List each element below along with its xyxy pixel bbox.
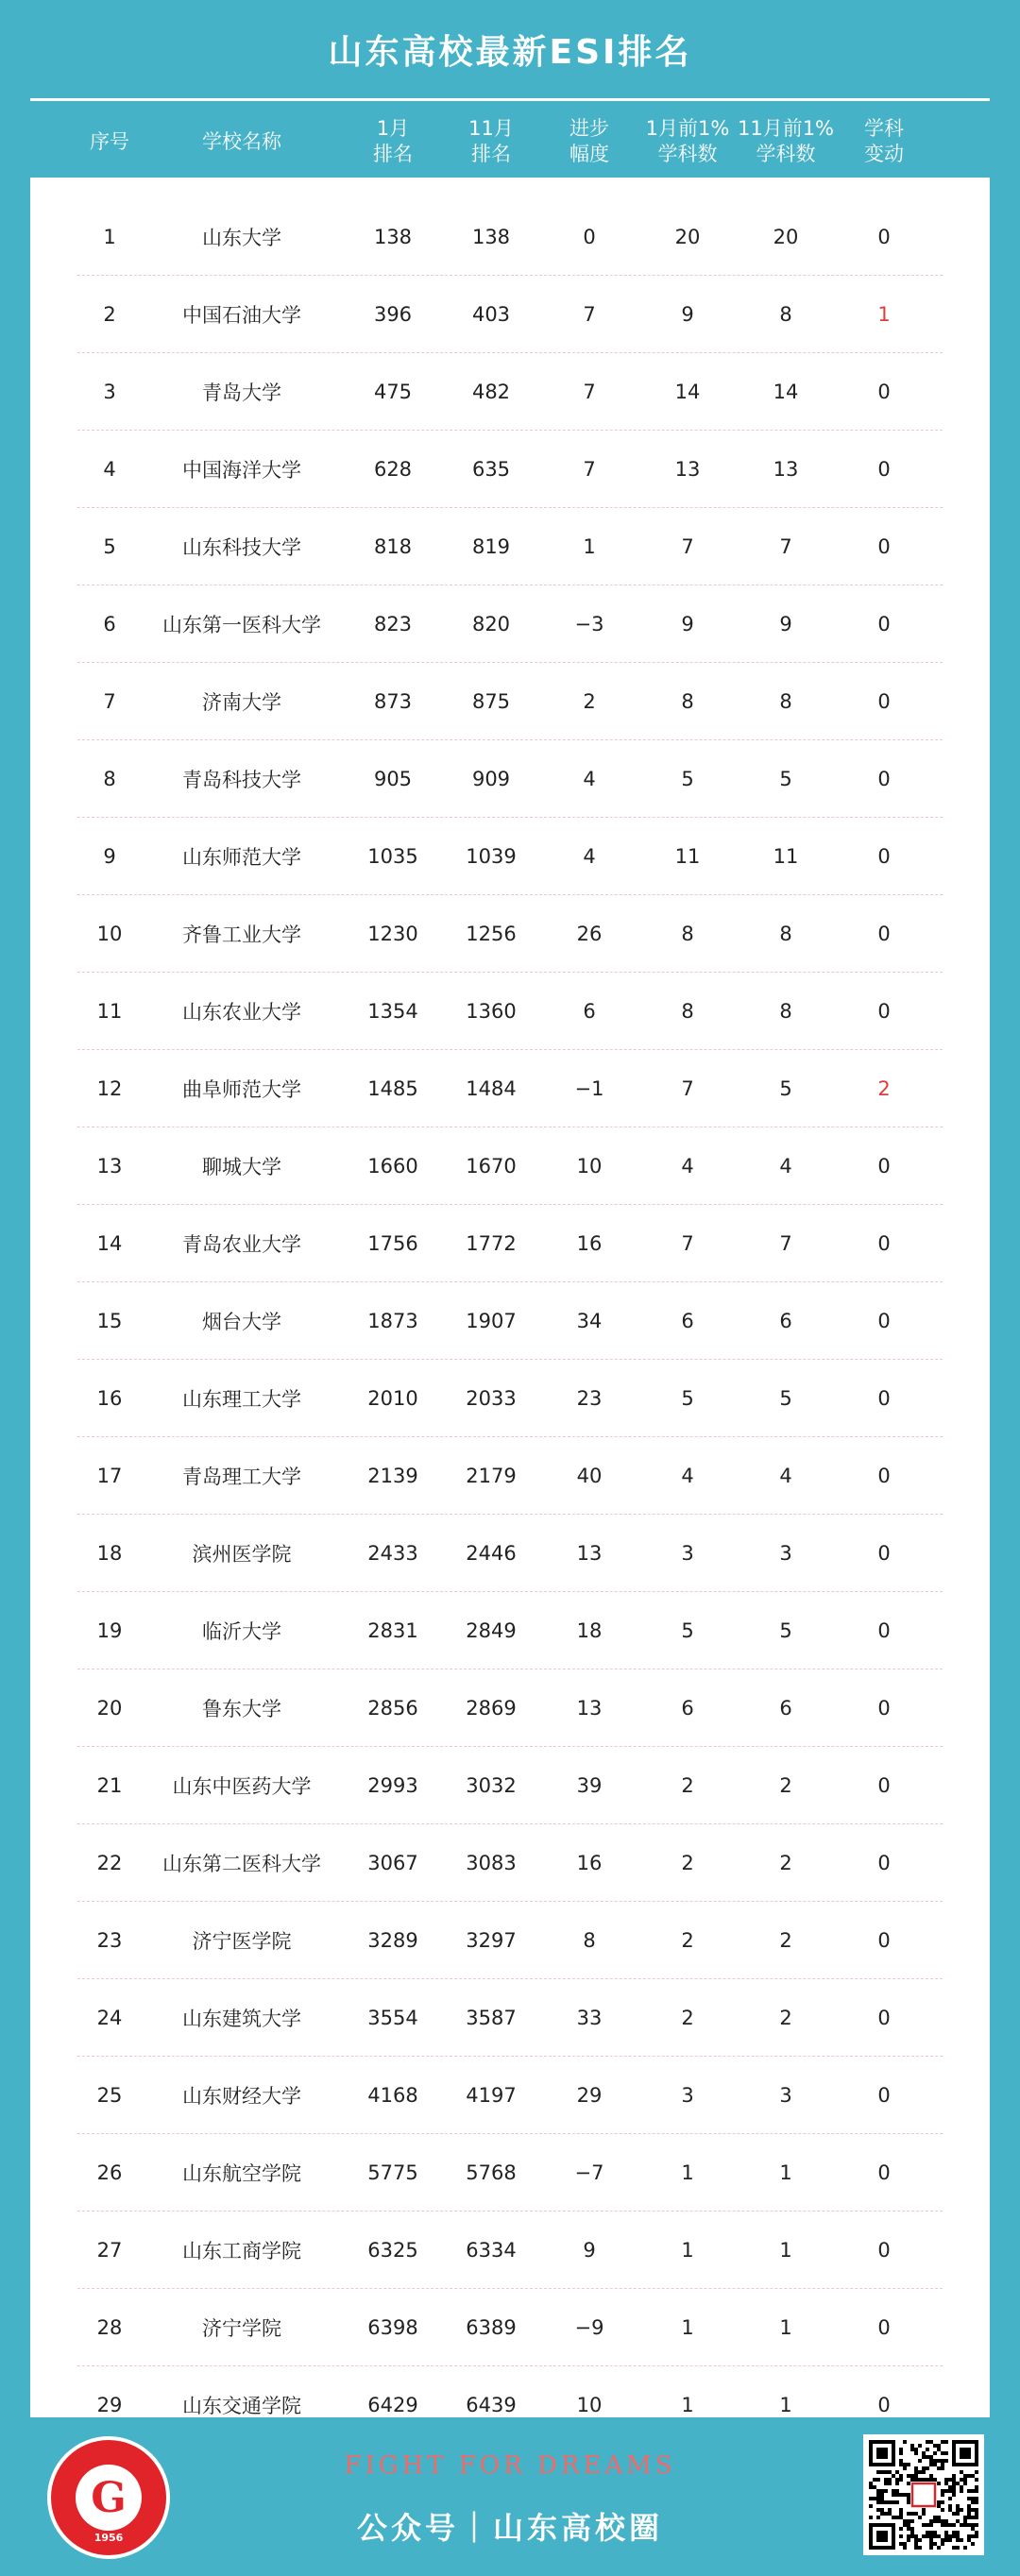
col-school-cell: 青岛科技大学 [182, 769, 301, 791]
col-nov-subjects-cell: 8 [779, 1000, 792, 1023]
col-jan-rank-cell: 3067 [367, 1852, 418, 1874]
col-nov-subjects-cell: 1 [779, 2394, 792, 2416]
col-index-cell: 16 [96, 1387, 123, 1410]
col-jan-subjects-cell: 1 [681, 2161, 694, 2184]
col-progress-cell: 4 [583, 845, 596, 868]
col-index-cell: 13 [96, 1155, 123, 1178]
table-row [30, 2134, 990, 2212]
col-subject-change-cell: 0 [877, 381, 891, 403]
col-jan-subjects-cell: 2 [681, 2007, 694, 2029]
ranking-table [30, 178, 990, 2417]
col-school-cell: 山东第一医科大学 [162, 614, 321, 636]
col-progress-cell: 8 [583, 1929, 596, 1952]
col-school-cell: 滨州医学院 [192, 1543, 292, 1566]
col-index-cell: 1 [103, 226, 116, 248]
col-index-cell: 21 [96, 1774, 123, 1797]
table-row [30, 1437, 990, 1515]
col-subject-change-cell: 0 [877, 1465, 891, 1487]
col-nov-rank-cell: 3032 [466, 1774, 517, 1797]
logo-letter: G [76, 2465, 142, 2531]
col-school-cell: 烟台大学 [202, 1311, 281, 1333]
col-progress-cell: 16 [576, 1852, 603, 1874]
col-jan-subjects-cell: 9 [681, 303, 694, 326]
table-row [30, 1127, 990, 1205]
col-index-cell: 12 [96, 1077, 123, 1100]
col-progress-cell: 4 [583, 768, 596, 790]
col-nov-rank-cell: 1772 [466, 1232, 517, 1255]
col-jan-subjects-cell: 5 [681, 768, 694, 790]
col-nov-subjects-cell: 3 [779, 1542, 792, 1565]
table-row [30, 1824, 990, 1902]
col-nov-subjects-cell: 1 [779, 2161, 792, 2184]
col-school-cell: 山东科技大学 [182, 536, 301, 559]
col-school-cell: 聊城大学 [202, 1156, 281, 1178]
col-index-cell: 26 [96, 2161, 123, 2184]
col-nov-subjects-cell: 13 [773, 458, 799, 481]
col-jan-rank-cell: 1230 [367, 923, 418, 945]
col-jan-rank-cell: 6325 [367, 2239, 418, 2262]
col-index-cell: 17 [96, 1465, 123, 1487]
col-nov-rank-cell: 3297 [466, 1929, 517, 1952]
col-nov-subjects-cell: 5 [779, 1077, 792, 1100]
table-row [30, 276, 990, 353]
col-jan-rank-cell: 4168 [367, 2084, 418, 2107]
col-progress-cell: −9 [574, 2316, 604, 2339]
col-index-cell: 5 [103, 535, 116, 558]
col-progress-cell: 2 [583, 690, 596, 713]
col-school-cell: 济宁医学院 [192, 1930, 292, 1953]
col-progress-cell: 1 [583, 535, 596, 558]
col-nov-subjects-cell: 1 [779, 2239, 792, 2262]
table-row [30, 1205, 990, 1282]
col-nov-subjects-cell: 6 [779, 1310, 792, 1332]
col-jan-rank-cell: 1354 [367, 1000, 418, 1023]
col-progress-cell: 34 [576, 1310, 603, 1332]
col-progress-cell: −7 [574, 2161, 604, 2184]
col-jan-rank-cell: 2993 [367, 1774, 418, 1797]
col-jan-rank-cell: 823 [373, 613, 413, 636]
col-nov-subjects-cell: 2 [779, 1774, 792, 1797]
col-school-cell: 山东第二医科大学 [162, 1853, 321, 1875]
header-col-nov-rank: 11月 排名 [468, 117, 514, 165]
col-progress-cell: 10 [576, 2394, 603, 2416]
col-index-cell: 3 [103, 381, 116, 403]
col-nov-rank-cell: 909 [471, 768, 511, 790]
col-school-cell: 济南大学 [202, 691, 281, 714]
col-progress-cell: 33 [576, 2007, 603, 2029]
col-nov-subjects-cell: 5 [779, 1619, 792, 1642]
table-row [30, 2057, 990, 2134]
col-nov-rank-cell: 482 [471, 381, 511, 403]
col-jan-subjects-cell: 8 [681, 923, 694, 945]
col-subject-change-cell: 0 [877, 1387, 891, 1410]
col-jan-subjects-cell: 5 [681, 1387, 694, 1410]
col-nov-rank-cell: 2869 [466, 1697, 517, 1720]
col-subject-change-cell: 0 [877, 690, 891, 713]
col-jan-rank-cell: 396 [373, 303, 413, 326]
col-nov-rank-cell: 2446 [466, 1542, 517, 1565]
col-jan-rank-cell: 1485 [367, 1077, 418, 1100]
col-nov-subjects-cell: 7 [779, 535, 792, 558]
col-jan-subjects-cell: 13 [674, 458, 701, 481]
col-jan-subjects-cell: 9 [681, 613, 694, 636]
col-nov-rank-cell: 138 [471, 226, 511, 248]
col-progress-cell: 39 [576, 1774, 603, 1797]
col-school-cell: 济宁学院 [202, 2317, 281, 2340]
col-jan-rank-cell: 628 [373, 458, 413, 481]
col-jan-subjects-cell: 11 [674, 845, 701, 868]
col-progress-cell: 29 [576, 2084, 603, 2107]
header-col-progress: 进步 幅度 [570, 117, 609, 165]
col-school-cell: 山东理工大学 [182, 1388, 301, 1411]
col-subject-change-cell: 0 [877, 535, 891, 558]
col-subject-change-cell: 0 [877, 923, 891, 945]
table-row [30, 585, 990, 663]
col-index-cell: 4 [103, 458, 116, 481]
table-row [30, 1360, 990, 1437]
col-jan-rank-cell: 138 [373, 226, 413, 248]
col-progress-cell: 7 [583, 458, 596, 481]
col-index-cell: 20 [96, 1697, 123, 1720]
col-subject-change-cell: 0 [877, 1852, 891, 1874]
table-row [30, 1902, 990, 1979]
col-subject-change-cell: 0 [877, 226, 891, 248]
table-row [30, 2289, 990, 2366]
col-subject-change-cell: 0 [877, 1929, 891, 1952]
table-row [30, 1669, 990, 1747]
col-progress-cell: 9 [583, 2239, 596, 2262]
col-subject-change-cell: 0 [877, 1155, 891, 1178]
col-nov-rank-cell: 1256 [466, 923, 517, 945]
header-col-nov-subjects: 11月前1% 学科数 [737, 117, 835, 165]
col-jan-rank-cell: 5775 [367, 2161, 418, 2184]
col-nov-rank-cell: 819 [471, 535, 511, 558]
col-progress-cell: 13 [576, 1542, 603, 1565]
table-row [30, 508, 990, 585]
page-title: 山东高校最新ESI排名 [328, 32, 692, 72]
header-col-school: 学校名称 [202, 129, 281, 153]
col-subject-change-cell: 0 [877, 1542, 891, 1565]
col-index-cell: 6 [103, 613, 116, 636]
col-index-cell: 8 [103, 768, 116, 790]
table-row [30, 895, 990, 973]
table-row [30, 1592, 990, 1669]
col-nov-rank-cell: 3083 [466, 1852, 517, 1874]
col-jan-subjects-cell: 7 [681, 1232, 694, 1255]
col-nov-rank-cell: 403 [471, 303, 511, 326]
logo-year: 1956 [94, 2532, 124, 2544]
col-subject-change-cell: 0 [877, 1697, 891, 1720]
col-nov-rank-cell: 875 [471, 690, 511, 713]
col-subject-change-cell: 1 [877, 303, 891, 326]
col-nov-rank-cell: 6439 [466, 2394, 517, 2416]
col-nov-rank-cell: 635 [471, 458, 511, 481]
col-school-cell: 山东农业大学 [182, 1001, 301, 1024]
col-progress-cell: 23 [576, 1387, 603, 1410]
col-jan-rank-cell: 818 [373, 535, 413, 558]
col-index-cell: 25 [96, 2084, 123, 2107]
col-jan-rank-cell: 1756 [367, 1232, 418, 1255]
col-school-cell: 山东师范大学 [182, 846, 301, 869]
col-school-cell: 山东交通学院 [182, 2395, 301, 2417]
col-jan-rank-cell: 1035 [367, 845, 418, 868]
col-nov-rank-cell: 1670 [466, 1155, 517, 1178]
table-row [30, 1747, 990, 1824]
col-progress-cell: 26 [576, 923, 603, 945]
col-school-cell: 青岛大学 [202, 381, 281, 404]
col-nov-subjects-cell: 4 [779, 1465, 792, 1487]
col-progress-cell: 7 [583, 303, 596, 326]
col-nov-rank-cell: 5768 [466, 2161, 517, 2184]
col-progress-cell: 10 [576, 1155, 603, 1178]
col-subject-change-cell: 0 [877, 2084, 891, 2107]
col-nov-rank-cell: 1484 [466, 1077, 517, 1100]
col-index-cell: 15 [96, 1310, 123, 1332]
col-progress-cell: 7 [583, 381, 596, 403]
col-school-cell: 山东建筑大学 [182, 2008, 301, 2030]
col-nov-rank-cell: 2179 [466, 1465, 517, 1487]
col-index-cell: 10 [96, 923, 123, 945]
table-row [30, 1979, 990, 2057]
col-jan-rank-cell: 6398 [367, 2316, 418, 2339]
col-jan-subjects-cell: 3 [681, 1542, 694, 1565]
col-jan-rank-cell: 2856 [367, 1697, 418, 1720]
col-school-cell: 临沂大学 [202, 1620, 281, 1643]
col-subject-change-cell: 0 [877, 2007, 891, 2029]
col-subject-change-cell: 0 [877, 2161, 891, 2184]
col-jan-rank-cell: 2831 [367, 1619, 418, 1642]
col-jan-rank-cell: 3289 [367, 1929, 418, 1952]
col-progress-cell: −3 [574, 613, 604, 636]
col-jan-subjects-cell: 3 [681, 2084, 694, 2107]
col-jan-rank-cell: 1873 [367, 1310, 418, 1332]
official-account-label: 公众号｜山东高校圈 [356, 2510, 663, 2546]
col-progress-cell: 0 [583, 226, 596, 248]
table-row [30, 973, 990, 1050]
col-school-cell: 中国海洋大学 [182, 459, 301, 482]
col-progress-cell: 6 [583, 1000, 596, 1023]
col-subject-change-cell: 0 [877, 1774, 891, 1797]
col-nov-subjects-cell: 20 [773, 226, 799, 248]
col-subject-change-cell: 0 [877, 1000, 891, 1023]
col-jan-rank-cell: 3554 [367, 2007, 418, 2029]
col-index-cell: 27 [96, 2239, 123, 2262]
table-row [30, 1515, 990, 1592]
col-jan-subjects-cell: 2 [681, 1852, 694, 1874]
col-nov-rank-cell: 1360 [466, 1000, 517, 1023]
col-index-cell: 23 [96, 1929, 123, 1952]
col-jan-subjects-cell: 7 [681, 1077, 694, 1100]
col-nov-rank-cell: 4197 [466, 2084, 517, 2107]
col-jan-subjects-cell: 5 [681, 1619, 694, 1642]
col-index-cell: 28 [96, 2316, 123, 2339]
col-jan-subjects-cell: 4 [681, 1465, 694, 1487]
col-jan-rank-cell: 2433 [367, 1542, 418, 1565]
col-nov-rank-cell: 1039 [466, 845, 517, 868]
col-jan-subjects-cell: 7 [681, 535, 694, 558]
col-index-cell: 19 [96, 1619, 123, 1642]
col-progress-cell: −1 [574, 1077, 604, 1100]
col-nov-rank-cell: 3587 [466, 2007, 517, 2029]
col-subject-change-cell: 0 [877, 1310, 891, 1332]
col-index-cell: 2 [103, 303, 116, 326]
col-jan-rank-cell: 2139 [367, 1465, 418, 1487]
col-nov-subjects-cell: 7 [779, 1232, 792, 1255]
col-progress-cell: 18 [576, 1619, 603, 1642]
col-jan-rank-cell: 873 [373, 690, 413, 713]
col-nov-subjects-cell: 5 [779, 1387, 792, 1410]
col-jan-rank-cell: 1660 [367, 1155, 418, 1178]
col-school-cell: 山东中医药大学 [172, 1775, 312, 1798]
table-row [30, 818, 990, 895]
col-progress-cell: 40 [576, 1465, 603, 1487]
header-col-index: 序号 [90, 129, 129, 153]
col-school-cell: 青岛农业大学 [182, 1233, 301, 1256]
col-nov-subjects-cell: 11 [773, 845, 799, 868]
col-nov-subjects-cell: 14 [773, 381, 799, 403]
col-nov-subjects-cell: 1 [779, 2316, 792, 2339]
col-school-cell: 山东航空学院 [182, 2162, 301, 2185]
col-progress-cell: 13 [576, 1697, 603, 1720]
col-subject-change-cell: 0 [877, 613, 891, 636]
table-row [30, 2212, 990, 2289]
header-col-jan-subjects: 1月前1% 学科数 [645, 117, 730, 165]
col-jan-rank-cell: 6429 [367, 2394, 418, 2416]
col-nov-rank-cell: 820 [471, 613, 511, 636]
table-row [30, 740, 990, 818]
col-jan-rank-cell: 905 [373, 768, 413, 790]
col-subject-change-cell: 0 [877, 2239, 891, 2262]
col-jan-subjects-cell: 20 [674, 226, 701, 248]
col-subject-change-cell: 2 [877, 1077, 891, 1100]
col-jan-subjects-cell: 1 [681, 2394, 694, 2416]
col-index-cell: 14 [96, 1232, 123, 1255]
col-nov-subjects-cell: 9 [779, 613, 792, 636]
col-subject-change-cell: 0 [877, 845, 891, 868]
col-nov-rank-cell: 2849 [466, 1619, 517, 1642]
col-nov-rank-cell: 2033 [466, 1387, 517, 1410]
col-jan-subjects-cell: 14 [674, 381, 701, 403]
col-nov-subjects-cell: 8 [779, 303, 792, 326]
col-jan-subjects-cell: 8 [681, 690, 694, 713]
col-jan-rank-cell: 2010 [367, 1387, 418, 1410]
col-nov-subjects-cell: 8 [779, 923, 792, 945]
header-col-subject-change: 学科 变动 [864, 117, 904, 165]
table-header [30, 106, 990, 178]
col-nov-subjects-cell: 4 [779, 1155, 792, 1178]
col-index-cell: 7 [103, 690, 116, 713]
col-subject-change-cell: 0 [877, 458, 891, 481]
col-subject-change-cell: 0 [877, 1232, 891, 1255]
col-nov-subjects-cell: 2 [779, 1929, 792, 1952]
col-school-cell: 齐鲁工业大学 [182, 924, 301, 946]
col-jan-subjects-cell: 4 [681, 1155, 694, 1178]
col-progress-cell: 16 [576, 1232, 603, 1255]
col-jan-subjects-cell: 6 [681, 1310, 694, 1332]
col-jan-subjects-cell: 2 [681, 1929, 694, 1952]
col-nov-rank-cell: 1907 [466, 1310, 517, 1332]
col-school-cell: 山东大学 [202, 227, 281, 249]
col-jan-subjects-cell: 1 [681, 2316, 694, 2339]
col-index-cell: 11 [96, 1000, 123, 1023]
col-index-cell: 9 [103, 845, 116, 868]
col-nov-subjects-cell: 2 [779, 2007, 792, 2029]
col-nov-subjects-cell: 3 [779, 2084, 792, 2107]
table-row [30, 1282, 990, 1360]
col-index-cell: 18 [96, 1542, 123, 1565]
col-index-cell: 22 [96, 1852, 123, 1874]
col-nov-rank-cell: 6334 [466, 2239, 517, 2262]
col-subject-change-cell: 0 [877, 1619, 891, 1642]
col-school-cell: 青岛理工大学 [182, 1466, 301, 1488]
col-school-cell: 鲁东大学 [202, 1698, 281, 1720]
col-index-cell: 29 [96, 2394, 123, 2416]
col-jan-rank-cell: 475 [373, 381, 413, 403]
col-school-cell: 中国石油大学 [182, 304, 301, 327]
header-col-jan-rank: 1月 排名 [373, 117, 413, 165]
table-row [30, 663, 990, 740]
title-divider [30, 98, 990, 101]
col-school-cell: 曲阜师范大学 [182, 1078, 301, 1101]
col-nov-subjects-cell: 8 [779, 690, 792, 713]
col-nov-subjects-cell: 5 [779, 768, 792, 790]
col-subject-change-cell: 0 [877, 2394, 891, 2416]
col-school-cell: 山东工商学院 [182, 2240, 301, 2262]
col-school-cell: 山东财经大学 [182, 2085, 301, 2108]
table-row [30, 1050, 990, 1127]
col-jan-subjects-cell: 2 [681, 1774, 694, 1797]
col-jan-subjects-cell: 1 [681, 2239, 694, 2262]
col-nov-subjects-cell: 2 [779, 1852, 792, 1874]
col-subject-change-cell: 0 [877, 2316, 891, 2339]
qr-code-icon [863, 2434, 984, 2555]
col-jan-subjects-cell: 8 [681, 1000, 694, 1023]
col-subject-change-cell: 0 [877, 768, 891, 790]
table-row [30, 198, 990, 276]
col-index-cell: 24 [96, 2007, 123, 2029]
col-nov-rank-cell: 6389 [466, 2316, 517, 2339]
col-jan-subjects-cell: 6 [681, 1697, 694, 1720]
col-nov-subjects-cell: 6 [779, 1697, 792, 1720]
table-row [30, 431, 990, 508]
slogan: FIGHT FOR DREAMS [344, 2451, 676, 2480]
table-row [30, 353, 990, 431]
